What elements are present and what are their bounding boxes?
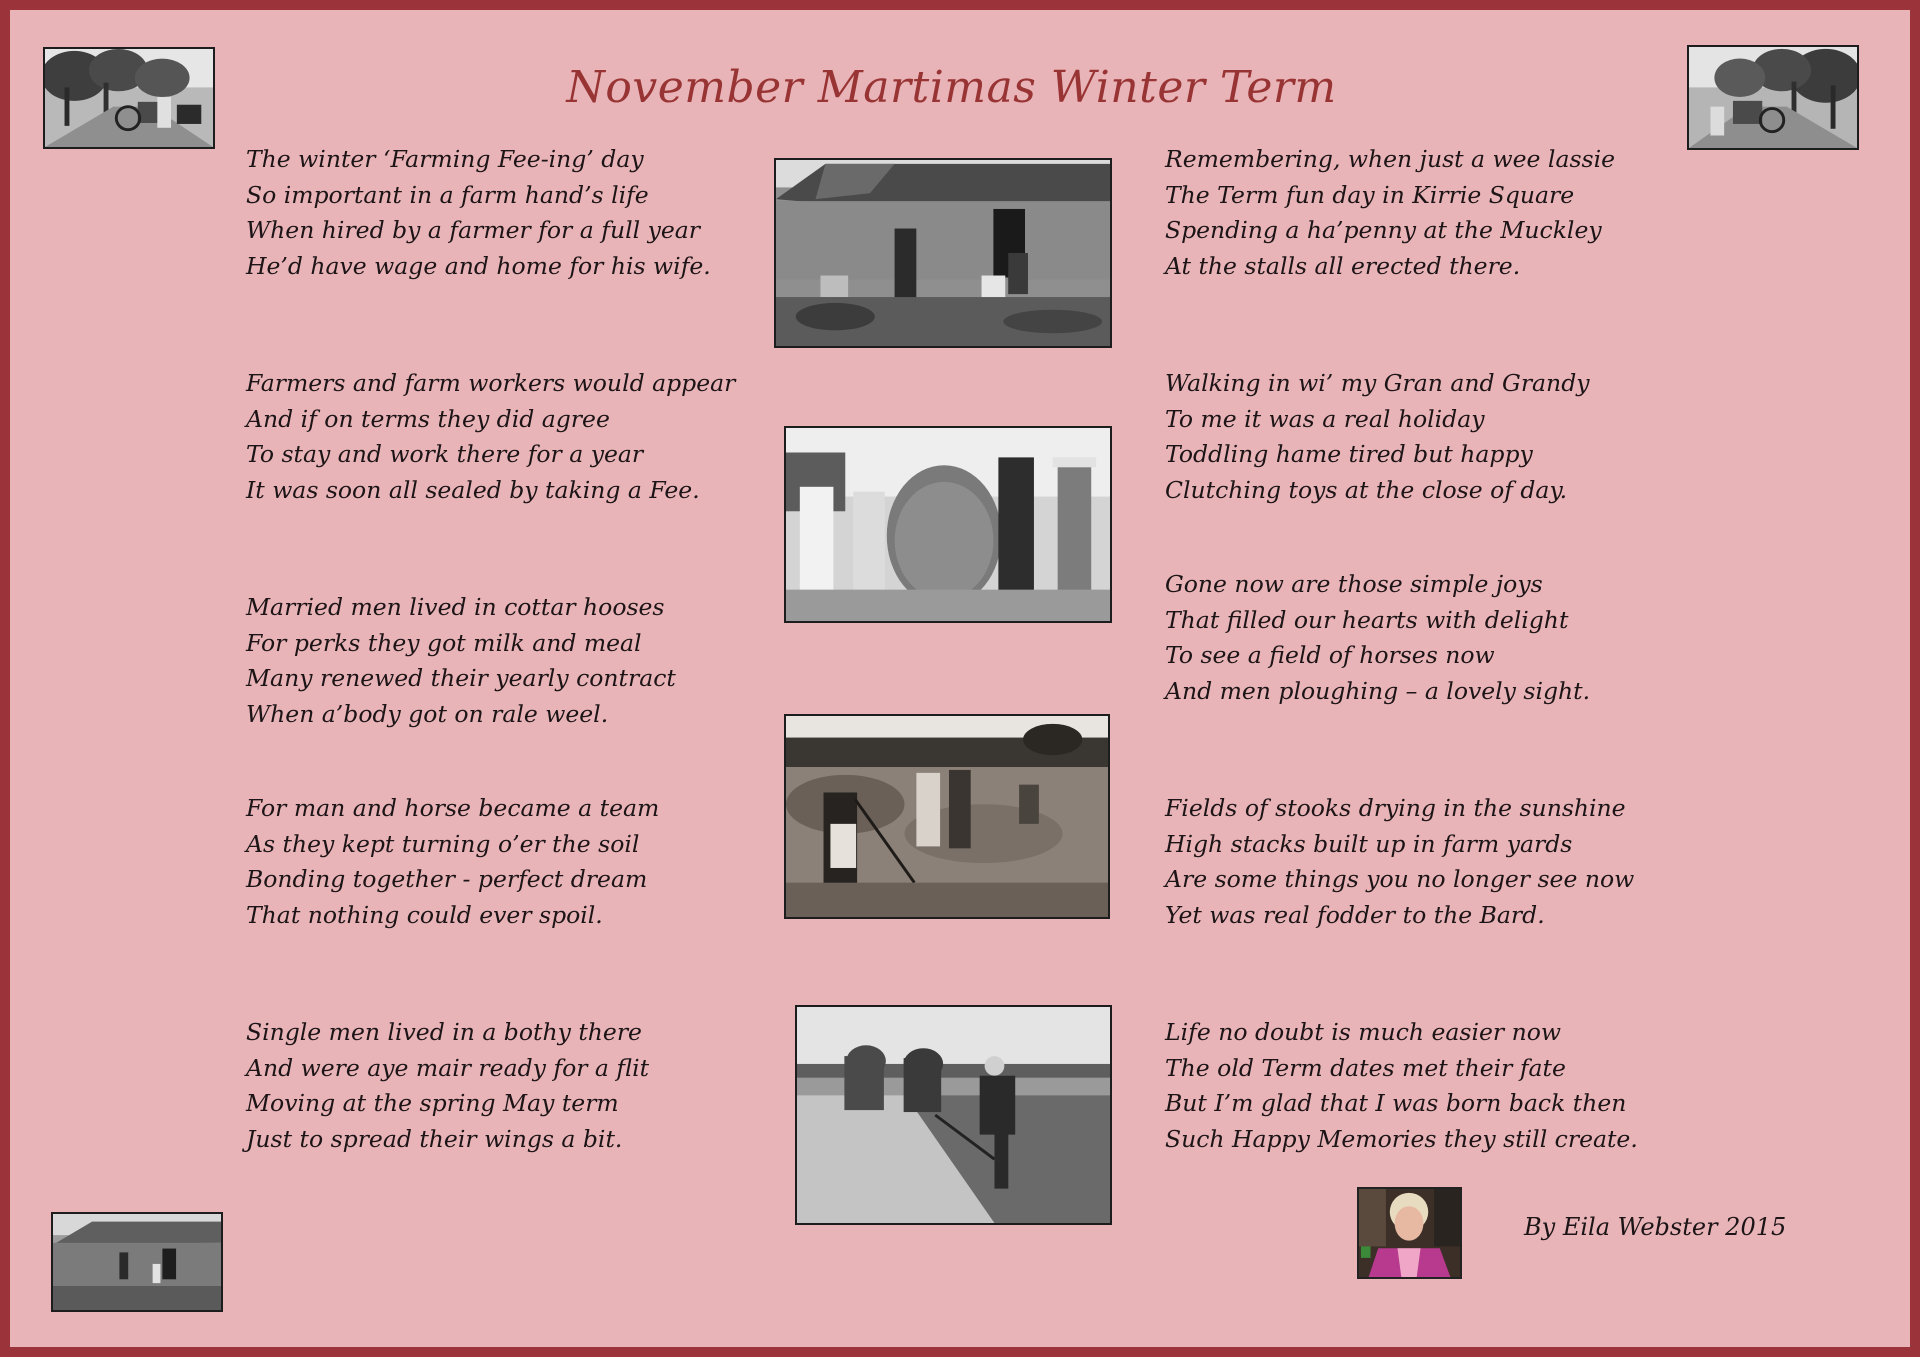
verse-line: That nothing could ever spoil. <box>246 901 603 930</box>
verse-line: At the stalls all erected there. <box>1165 252 1521 281</box>
poem-title: November Martimas Winter Term <box>566 62 1337 113</box>
verse-line: To see a field of horses now <box>1165 641 1495 670</box>
verse-line: To stay and work there for a year <box>246 440 644 469</box>
poem-page <box>10 10 1910 1347</box>
stanza-right-2 <box>1165 366 1590 509</box>
photo-ploughman <box>795 1005 1112 1225</box>
verse-line: For man and horse became a team <box>246 794 660 822</box>
verse-line: To me it was a real holiday <box>1165 404 1485 433</box>
author-byline: By Eila Webster 2015 <box>1524 1213 1787 1241</box>
verse-line: Walking in wi’ my Gran and Grandy <box>1165 369 1590 397</box>
verse-line: Life no doubt is much easier now <box>1165 1018 1561 1046</box>
verse-line: That filled our hearts with delight <box>1165 605 1569 634</box>
corner-photo-top-left <box>43 47 215 149</box>
verse-line: The Term fun day in Kirrie Square <box>1165 180 1575 209</box>
stanza-left-1 <box>246 142 711 285</box>
verse-line: And if on terms they did agree <box>246 404 610 433</box>
verse-line: It was soon all sealed by taking a Fee. <box>246 476 700 505</box>
stanza-left-2 <box>246 366 735 509</box>
verse-line: Married men lived in cottar hooses <box>246 593 665 621</box>
stanza-right-3 <box>1165 567 1590 710</box>
verse-line: Toddling hame tired but happy <box>1165 440 1533 469</box>
verse-line: Clutching toys at the close of day. <box>1165 476 1568 505</box>
verse-line: As they kept turning o’er the soil <box>246 829 640 858</box>
verse-line: The winter ‘Farming Fee-ing’ day <box>246 145 644 173</box>
photo-thatched-cottage <box>774 158 1112 348</box>
photo-haystack-workers <box>784 426 1112 623</box>
verse-line: When hired by a farmer for a full year <box>246 216 701 245</box>
verse-line: High stacks built up in farm yards <box>1165 829 1573 858</box>
verse-line: Many renewed their yearly contract <box>246 664 676 693</box>
verse-line: And were aye mair ready for a flit <box>246 1053 650 1082</box>
verse-line: And men ploughing – a lovely sight. <box>1165 677 1591 706</box>
stanza-left-5 <box>246 1015 649 1158</box>
verse-line: Bonding together - perfect dream <box>246 865 648 894</box>
stanza-right-4 <box>1165 791 1634 934</box>
verse-line: The old Term dates met their fate <box>1165 1053 1566 1082</box>
verse-line: Moving at the spring May term <box>246 1089 619 1118</box>
verse-line: For perks they got milk and meal <box>246 628 642 657</box>
verse-line: Are some things you no longer see now <box>1165 865 1635 894</box>
photo-haymaking-field <box>784 714 1110 919</box>
verse-line: But I’m glad that I was born back then <box>1165 1089 1627 1118</box>
verse-line: Fields of stooks drying in the sunshine <box>1165 794 1626 822</box>
verse-line: Such Happy Memories they still create. <box>1165 1125 1638 1154</box>
stanza-right-1 <box>1165 142 1615 285</box>
verse-line: Just to spread their wings a bit. <box>246 1125 623 1154</box>
author-photo <box>1357 1187 1462 1279</box>
verse-line: Spending a ha’penny at the Muckley <box>1165 216 1602 245</box>
verse-line: When a’body got on rale weel. <box>246 700 609 729</box>
stanza-right-5 <box>1165 1015 1638 1158</box>
verse-line: Single men lived in a bothy there <box>246 1018 642 1046</box>
stanza-left-4 <box>246 791 659 934</box>
verse-line: Remembering, when just a wee lassie <box>1165 145 1615 173</box>
verse-line: He’d have wage and home for his wife. <box>246 252 711 281</box>
corner-photo-top-right <box>1687 45 1859 150</box>
verse-line: Farmers and farm workers would appear <box>246 369 736 397</box>
verse-line: So important in a farm hand’s life <box>246 180 649 209</box>
verse-line: Gone now are those simple joys <box>1165 570 1543 598</box>
corner-photo-bottom-left <box>51 1212 223 1312</box>
verse-line: Yet was real fodder to the Bard. <box>1165 901 1545 930</box>
stanza-left-3 <box>246 590 676 733</box>
